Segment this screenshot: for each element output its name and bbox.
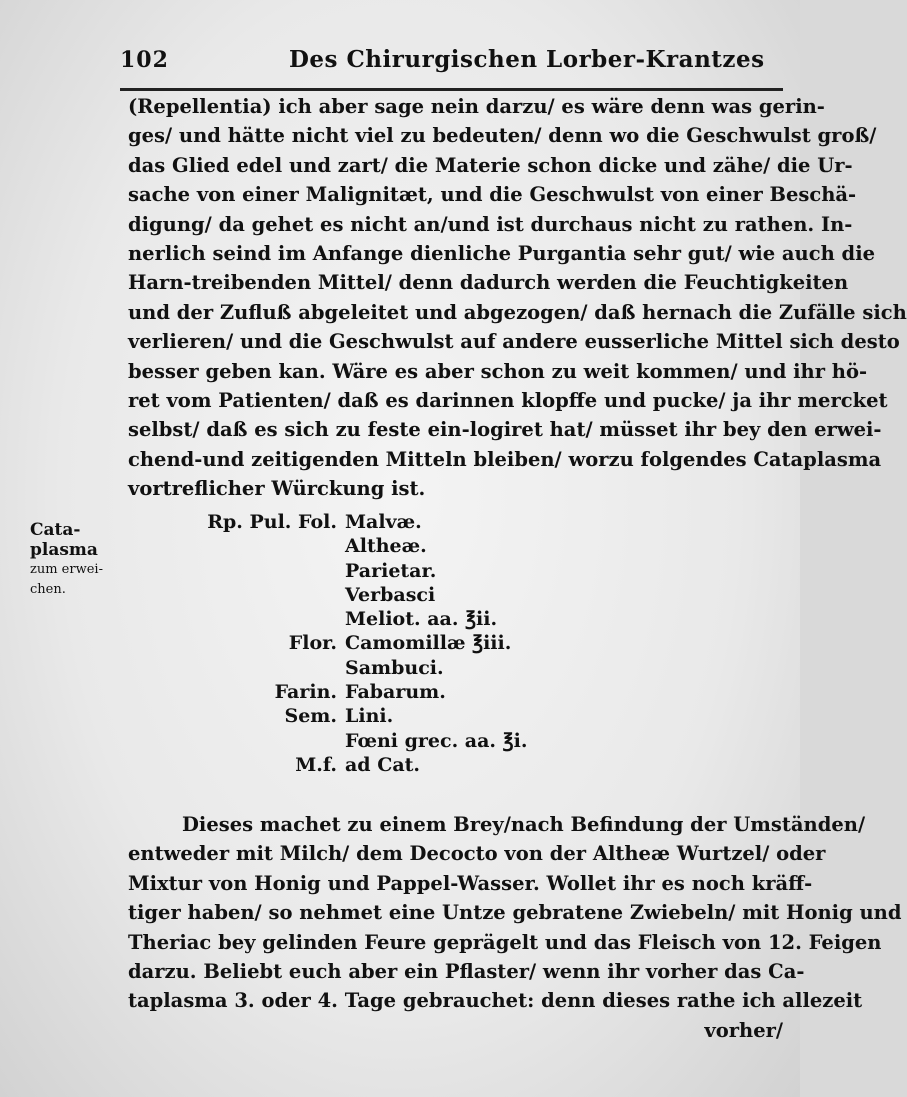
text-line: das Glied edel und zart/ die Materie schon dicke und zähe/ die Ur-: [128, 153, 853, 177]
recipe-label: [200, 534, 345, 558]
running-title: Des Chirurgischen Lorber-Krantzes: [288, 46, 765, 73]
text-line: vortreflicher Würckung ist.: [128, 477, 426, 501]
recipe-label: [200, 729, 345, 753]
text-line: Harn-treibenden Mittel/ denn dadurch werden die Feuchtigkeiten: [128, 271, 849, 295]
recipe-row: [200, 704, 600, 728]
recipe-ingredient: Malvæ.: [345, 511, 422, 533]
text-line: (Repellentia) ich aber sage nein darzu/ es wäre denn was gerin-: [128, 95, 825, 118]
recipe-ingredient: Camomillæ ℥iii.: [345, 632, 512, 655]
text-line: selbst/ daß es sich zu feste ein-logiret hat/ müsset ihr bey den erwei-: [128, 418, 882, 442]
recipe-ingredient: Fœni grec. aa. ℥i.: [345, 729, 528, 752]
recipe-ingredient: Verbasci: [345, 583, 436, 606]
page-header: [120, 46, 780, 86]
recipe-ingredient: Fabarum.: [345, 681, 446, 704]
text-line: Dieses machet zu einem Brey/nach Befindung der Umständen/: [182, 813, 866, 836]
recipe-ingredient: ad Cat.: [345, 753, 421, 776]
catchword: vorher/: [704, 1018, 783, 1042]
text-line: Mixtur von Honig und Pappel-Wasser. Wollet ihr es noch kräff-: [128, 871, 813, 895]
recipe-row: [200, 607, 600, 631]
text-line: taplasma 3. oder 4. Tage gebrauchet: denn dieses rathe ich allezeit: [128, 989, 863, 1013]
text-line: besser geben kan. Wäre es aber schon zu weit kommen/ und ihr hö-: [128, 359, 868, 383]
recipe-ingredient: Meliot. aa. ℥ii.: [345, 608, 498, 631]
text-line: nerlich seind im Anfange dienliche Purgantia sehr gut/ wie auch die: [128, 242, 876, 266]
recipe-ingredient: Lini.: [345, 705, 394, 728]
recipe-ingredient: Altheæ.: [345, 535, 427, 558]
text-line: entweder mit Milch/ dem Decocto von der Altheæ Wurtzel/ oder: [128, 842, 826, 866]
text-line: tiger haben/ so nehmet eine Untze gebratene Zwiebeln/ mit Honig und: [128, 901, 902, 925]
recipe-label: [200, 656, 345, 680]
text-line: und der Zufluß abgeleitet und abgezogen/ daß hernach die Zufälle sich: [128, 300, 907, 324]
recipe-label: [200, 583, 345, 607]
recipe-row: [200, 729, 600, 753]
recipe-label: Sem.: [284, 705, 337, 728]
recipe-label: [200, 559, 345, 583]
text-line: darzu. Beliebt euch aber ein Pflaster/ wenn ihr vorher das Ca-: [128, 960, 805, 984]
recipe-label: M.f.: [295, 753, 337, 776]
text-line: Theriac bey gelinden Feure geprägelt und das Fleisch von 12. Feigen: [128, 930, 882, 954]
recipe-row: [200, 753, 600, 777]
recipe-label: Rp. Pul. Fol.: [207, 511, 337, 533]
margin-note-line: chen.: [30, 582, 66, 597]
header-rule: [120, 88, 783, 91]
recipe-row: [200, 583, 600, 607]
page-number: 102: [120, 47, 169, 73]
text-line: sache von einer Malignitæt, und die Geschwulst von einer Beschä-: [128, 183, 857, 207]
recipe-ingredient: Parietar.: [345, 559, 437, 582]
margin-note: [30, 520, 120, 600]
recipe-label: Farin.: [274, 681, 337, 704]
recipe-row: [200, 631, 600, 655]
recipe-ingredient: Sambuci.: [345, 656, 444, 679]
recipe-row: [200, 510, 600, 534]
text-line: digung/ da gehet es nicht an/und ist durchaus nicht zu rathen. In-: [128, 212, 853, 236]
text-line: verlieren/ und die Geschwulst auf andere eusserliche Mittel sich desto: [128, 330, 900, 354]
recipe-label: Flor.: [288, 632, 337, 655]
recipe-row: [200, 656, 600, 680]
recipe-row: [200, 680, 600, 704]
recipe-row: [200, 559, 600, 583]
text-line: ges/ und hätte nicht viel zu bedeuten/ denn wo die Geschwulst groß/: [128, 124, 877, 148]
paragraph-2: [128, 810, 902, 1045]
recipe-block: [200, 510, 600, 777]
text-line: chend-und zeitigenden Mitteln bleiben/ worzu folgendes Cataplasma: [128, 447, 882, 471]
text-line: ret vom Patienten/ daß es darinnen klopffe und pucke/ ja ihr mercket: [128, 389, 888, 413]
paragraph-1: [128, 92, 907, 504]
margin-note-line: Cata-: [30, 520, 81, 540]
recipe-label: [200, 607, 345, 631]
margin-note-line: plasma: [30, 540, 98, 560]
recipe-row: [200, 534, 600, 558]
margin-note-line: zum erwei-: [30, 562, 103, 577]
